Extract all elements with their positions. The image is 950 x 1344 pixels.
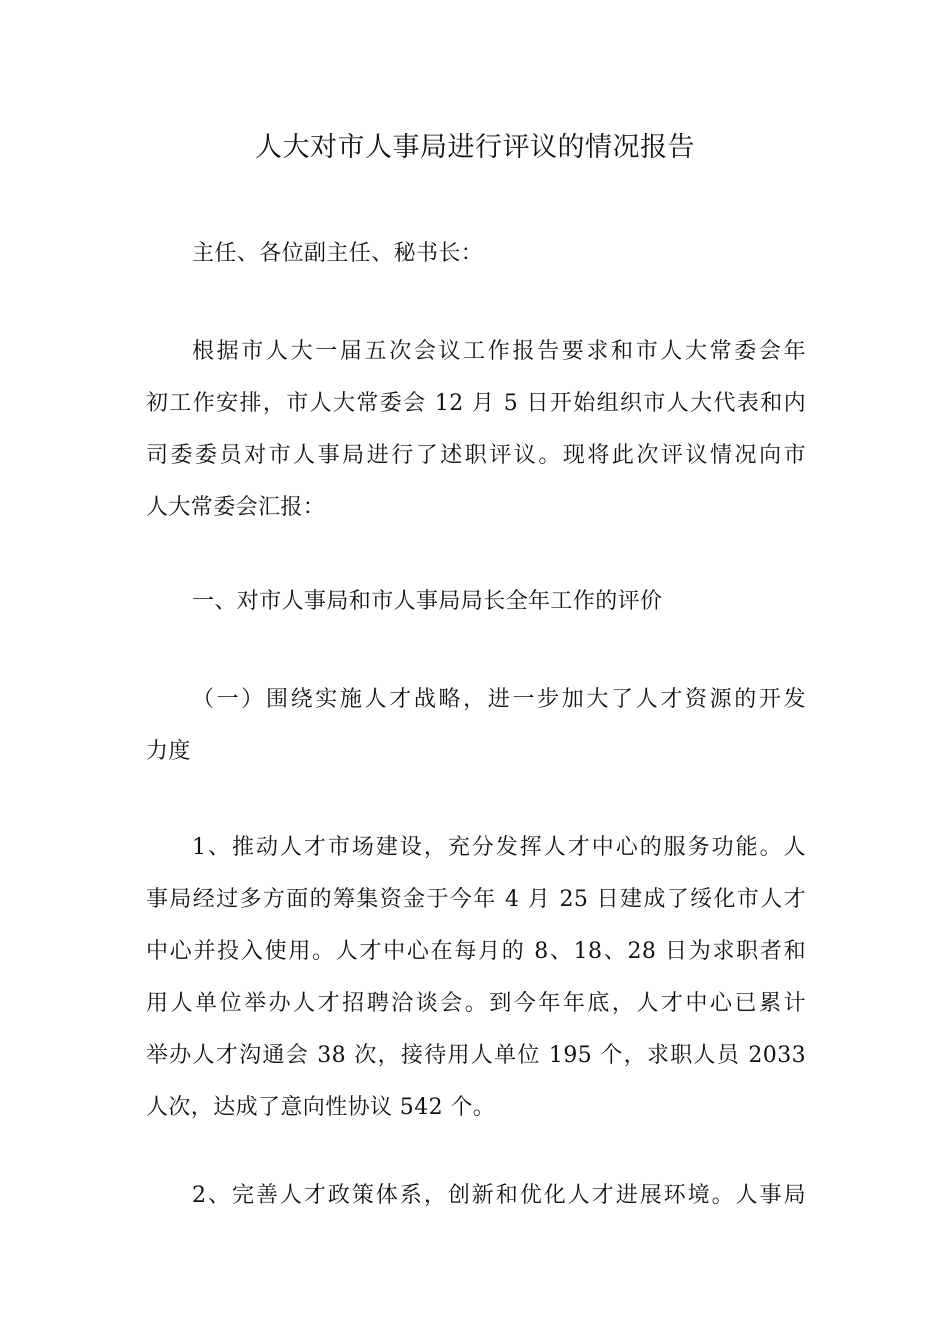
document-title: 人大对市人事局进行评议的情况报告 <box>255 132 695 163</box>
paragraph-line: 1、推动人才市场建设，充分发挥人才中心的服务功能。人 <box>192 835 806 860</box>
paragraph-line: 初工作安排，市人大常委会 12 月 5 日开始组织市人大代表和内 <box>146 391 806 416</box>
paragraph-line: 人次，达成了意向性协议 542 个。 <box>146 1095 496 1120</box>
salutation-line: 主任、各位副主任、秘书长： <box>192 241 484 266</box>
paragraph-line: 事局经过多方面的筹集资金于今年 4 月 25 日建成了绥化市人才 <box>146 887 806 912</box>
paragraph-line: 用人单位举办人才招聘洽谈会。到今年年底，人才中心已累计 <box>146 991 806 1016</box>
heading-line: （一）围绕实施人才战略，进一步加大了人才资源的开发 <box>192 687 806 712</box>
paragraph-line: 2、完善人才政策体系，创新和优化人才进展环境。人事局 <box>192 1183 806 1208</box>
subsection-heading-1 <box>146 674 806 778</box>
heading-line: 一、对市人事局和市人事局局长全年工作的评价 <box>192 589 663 614</box>
paragraph-line: 举办人才沟通会 38 次，接待用人单位 195 个，求职人员 2033 <box>146 1043 806 1068</box>
paragraph-intro <box>146 326 806 534</box>
salutation <box>146 228 806 280</box>
heading-line: 力度 <box>146 739 191 764</box>
paragraph-line: 司委委员对市人事局进行了述职评议。现将此次评议情况向市 <box>146 443 806 468</box>
section-heading-1 <box>146 576 806 628</box>
paragraph-item-2 <box>146 1170 806 1222</box>
paragraph-line: 中心并投入使用。人才中心在每月的 8、18、28 日为求职者和 <box>146 939 806 964</box>
paragraph-line: 人大常委会汇报： <box>146 495 326 520</box>
paragraph-item-1 <box>146 822 806 1134</box>
paragraph-line: 根据市人大一届五次会议工作报告要求和市人大常委会年 <box>192 339 806 364</box>
